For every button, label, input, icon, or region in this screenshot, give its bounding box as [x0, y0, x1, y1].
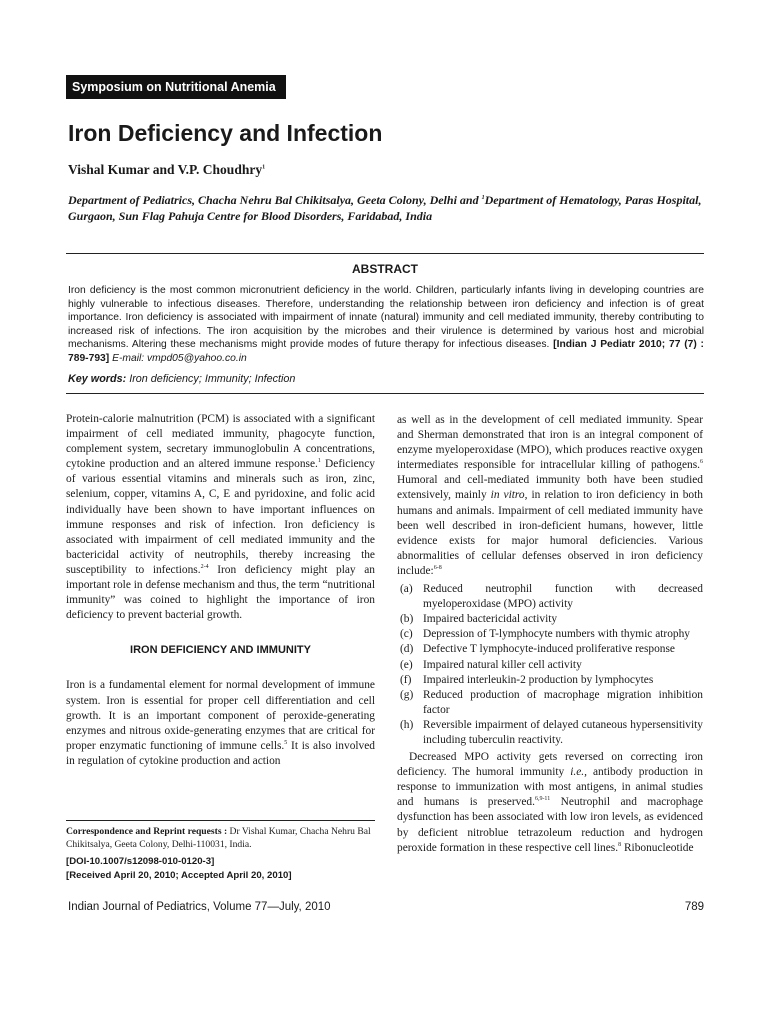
text-run: Protein-calorie malnutrition (PCM) is associated with a significant impairment of cell mediated immunity, phagocyte function, complement system, secretary immunoglobulin A concentrations, cytokine production and an altered immune response. [66, 413, 375, 471]
list-item-text: Impaired interleukin-2 production by lymphocytes [423, 673, 654, 686]
text-run: Deficiency of various essential vitamins and minerals such as iron, zinc, selenium, copper, vitamins A, C, E and pyridoxine, and folic acid individually have been shown to have important influences on immune responses and risk of infection. Iron deficiency is associated with impairment of cell mediated immunity and the bactericidal activity of neutrophils, thereby increasing the susceptibility to infections. [66, 458, 375, 576]
text-run: Iron deficiency might play an important role in defense mechanism and thus, the term “nutritional immunity” was coined to highlight the importance of iron deficiency to prevent bacterial growth. [66, 563, 375, 622]
list-item-label: (b) [400, 613, 414, 626]
list-item [397, 688, 703, 718]
authors [68, 162, 265, 178]
citation-sup: 8 [618, 841, 622, 848]
list-item-text: Defective T lymphocyte-induced proliferative response [423, 643, 675, 656]
correspondence-label: Correspondence and Reprint requests : [66, 826, 228, 837]
text-run: Neutrophil and macrophage dysfunction has been associated with low iron levels, as evidenced by deficient nitroblue tetrazoleum reduction and hydrogen peroxide formation in these respective cell lines. [397, 796, 703, 854]
continued-paragraph [397, 413, 703, 579]
journal-info: Indian Journal of Pediatrics, Volume 77—July, 2010 [68, 901, 331, 913]
keywords [68, 373, 704, 385]
list-item-label: (f) [400, 673, 412, 686]
citation-sup: 6 [700, 459, 703, 466]
text-run: antibody production in response to immunization with most antigens, in animal studies and humans is preserved. [397, 766, 703, 809]
list-item-text: Impaired bactericidal activity [423, 613, 558, 626]
list-item-label: (e) [400, 658, 413, 671]
symposium-banner: Symposium on Nutritional Anemia [66, 75, 286, 99]
text-run: as well as in the development of cell mediated immunity. Spear and Sherman demonstrated that iron is an integral component of enzyme myeloperoxidase (MPO), which produces reactive oxygen intermediates responsible for intracellular killing of pathogens. [397, 414, 703, 472]
list-item [397, 718, 703, 748]
section-heading: IRON DEFICIENCY AND IMMUNITY [130, 644, 311, 657]
correspondence-block [66, 826, 375, 883]
affiliation-part1: Department of Pediatrics, Chacha Nehru Bal Chikitsalya, Geeta Colony, Delhi and [68, 193, 482, 207]
footnote-rule [66, 820, 375, 821]
abstract-body [68, 284, 704, 365]
mpo-paragraph [397, 750, 703, 856]
left-column [66, 412, 375, 769]
list-item-label: (h) [400, 718, 414, 731]
list-item-text: Reduced neutrophil function with decreased myeloperoxidase (MPO) activity [423, 583, 703, 611]
list-item-label: (a) [400, 583, 413, 596]
correspondence-text [66, 826, 375, 852]
author-names: Vishal Kumar and V.P. Choudhry [68, 162, 263, 177]
correspondence-address: Dr Vishal Kumar, Chacha Nehru Bal Chikitsalya, Geeta Colony, Delhi-110031, India. [66, 826, 371, 850]
list-item-label: (g) [400, 688, 414, 701]
doi-link[interactable]: [DOI-10.1007/s12098-010-0120-3] [66, 855, 215, 867]
text-run: Iron is a fundamental element for normal development of immune system. Iron is essential for proper cell differentiation and cell growth. It is an important component of peroxide-generating enzymes and nitrous oxide-generating enzymes that are critical for proper enzymatic functioning of immune cells. [66, 679, 375, 752]
list-item-label: (d) [400, 643, 414, 656]
immunity-paragraph [66, 678, 375, 769]
citation-sup: 6,9-11 [534, 796, 551, 803]
list-item [397, 642, 703, 657]
list-item-text: Impaired natural killer cell activity [423, 658, 582, 671]
received-dates: [Received April 20, 2010; Accepted April 20, 2010] [66, 870, 292, 882]
affiliation-sup: 1 [481, 195, 485, 201]
affiliation-part2: Department of Hematology, Paras Hospital, Gurgaon, Sun Flag Pahuja Centre for Blood Disorders, Faridabad, India [68, 193, 702, 223]
citation-sup: 5 [284, 739, 288, 746]
list-item [397, 612, 703, 627]
list-item-label: (c) [400, 628, 413, 641]
abstract-top-rule [66, 253, 704, 254]
citation-sup: 6-8 [433, 565, 442, 572]
abstract-text: Iron deficiency is the most common micronutrient deficiency in the world. Children, particularly infants living in developing countries are highly vulnerable to infectious diseases. Therefore, understanding the relationship between iron deficiency and infection is of great importance. Iron deficiency is associated with impairment of innate (natural) immunity and cell mediated immunity, thereby contributing to increased risk of infections. The iron acquisition by the microbes and their virulence is determined by various host and microbial mechanisms. Altering these mechanisms might provide modes of future therapy for infectious diseases. [68, 285, 704, 350]
page-number: 789 [684, 901, 704, 913]
affiliation [68, 192, 708, 224]
list-item [397, 582, 703, 612]
abstract-bottom-rule [66, 393, 704, 394]
article-title: Iron Deficiency and Infection [68, 120, 383, 146]
text-run: Ribonucleotide [621, 841, 694, 854]
keywords-text: Iron deficiency; Immunity; Infection [129, 373, 296, 385]
list-item [397, 673, 703, 688]
right-column [397, 413, 703, 856]
page-footer [68, 901, 704, 913]
citation-sup: 2-4 [200, 564, 209, 571]
text-run: Humoral and cell-mediated immunity both have been studied extensively, mainly [397, 474, 703, 502]
text-run: Decreased MPO activity gets reversed on correcting iron deficiency. The humoral immunity [397, 751, 703, 779]
list-item [397, 658, 703, 673]
abstract-email: E-mail: vmpd05@yahoo.co.in [112, 352, 247, 364]
list-item-text: Reversible impairment of delayed cutaneous hypersensitivity including tuberculin reactivity. [423, 718, 703, 746]
keywords-label: Key words: [68, 373, 127, 385]
citation-sup: 1 [317, 458, 321, 465]
defense-abnormalities-list [397, 582, 703, 748]
abstract-heading: ABSTRACT [352, 262, 418, 276]
italic-run: in vitro [490, 489, 525, 502]
italic-run: i.e., [570, 766, 587, 779]
abstract-citation: [Indian J Pediatr 2010; 77 (7) : 789-793] [68, 339, 704, 364]
text-run: , in relation to iron deficiency in both humans and animals. Impairment of cell mediated immunity have been well described in iron-deficient humans, however, little evidence exists for major humoral deficiencies. Various abnormalities of cellular defenses observed in iron deficiency include: [397, 489, 703, 577]
list-item-text: Reduced production of macrophage migration inhibition factor [423, 688, 703, 716]
text-run: It is also involved in regulation of cytokine production and action [66, 739, 375, 767]
list-item [397, 627, 703, 642]
author-sup: 1 [262, 164, 266, 171]
intro-paragraph [66, 412, 375, 623]
list-item-text: Depression of T-lymphocyte numbers with thymic atrophy [423, 628, 691, 641]
